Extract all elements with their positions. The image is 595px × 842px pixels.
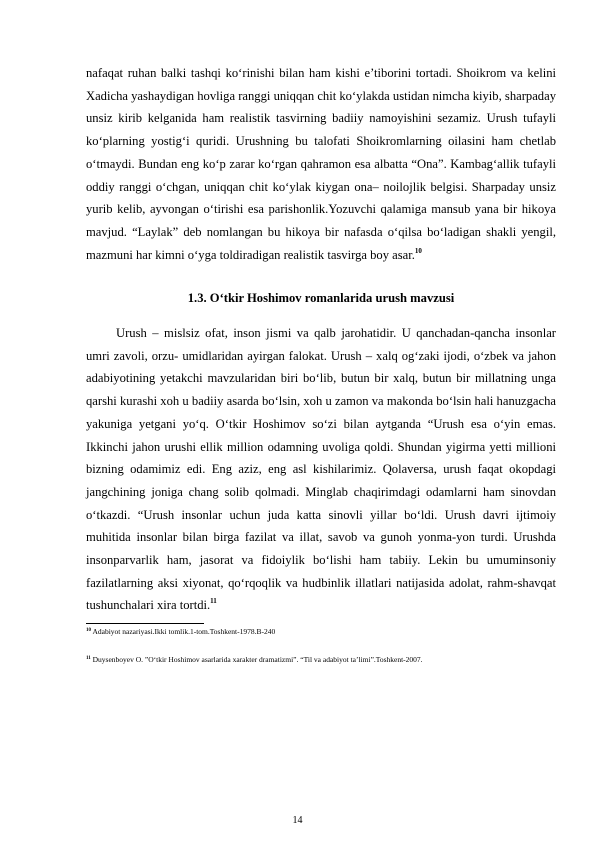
body-paragraph-2 xyxy=(86,322,556,617)
section-spacer xyxy=(86,266,556,287)
footnote-text: Duysenboyev O. ”O‘tkir Hoshimov asarlarida xarakter dramatizmi”. “Til va adabiyot ta’limi”.Toshkent-2007. xyxy=(92,655,423,665)
page-number: 14 xyxy=(292,815,303,826)
heading-spacer xyxy=(86,310,556,322)
footnote-ref-10[interactable]: 10 xyxy=(414,246,422,255)
footnote-text: Adabiyot nazariyasi.Ikki tomlik.1-tom.Toshkent-1978.B-240 xyxy=(92,627,276,637)
section-heading: 1.3. O‘tkir Hoshimov romanlarida urush mavzusi xyxy=(187,291,455,306)
footnote-number: 10 xyxy=(86,628,91,634)
footnote-divider xyxy=(86,623,204,624)
footnote-ref-11[interactable]: 11 xyxy=(210,597,217,606)
document-page xyxy=(86,62,556,665)
footnote-11 xyxy=(86,655,556,665)
footnote-spacer xyxy=(86,637,556,655)
paragraph-2-text: Urush – mislsiz ofat, inson jismi va qalb jarohatidir. U qanchadan-qancha insonlar umri zavoli, orzu- umidlaridan ayirgan falokat. Urush – xalq og‘zaki ijodi, o‘zbek va jahon adabiyotining yetakchi mavzularidan biri bo‘lib, butun bir xalq, butun bir millatning unga qarshi kurashi xoh u badiiy asarda bo‘lsin, xoh u zamon va makonda bo‘lsin hali hanuzgacha yakuniga yetgani yo‘q. O‘tkir Hoshimov so‘zi bilan aytganda “Urush esa o‘yin emas. Ikkinchi jahon urushi ellik million odamning uvoliga qoldi. Shundan yigirma yetti millioni bizning odamimiz edi. Eng aziz, eng asl kishilarimiz. Qolaversa, urush faqat okopdagi jangchining joniga chang solib qolmadi. Minglab chaqirimdagi odamlarni ham sinovdan o‘tkazdi. “Urush insonlar uchun juda katta sinovli yillar bo‘ldi. Urush davri ijtimoiy muhitida insonlar bilan birga fazilat va illat, savob va gunoh yonma-yon turdi. Urushda insonparvarlik ham, jasorat va fidoiylik bo‘lishi ham tabiiy. Lekin bu umuminsoniy fazilatlarning aksi xiyonat, qo‘rqoqlik va hudbinlik illatlari natijasida adolat, rahm-shavqat tushunchalari xira tortdi. xyxy=(86,326,556,613)
footnote-10 xyxy=(86,627,556,637)
body-paragraph-1 xyxy=(86,62,556,266)
footnote-number: 11 xyxy=(86,656,91,662)
paragraph-1-text: nafaqat ruhan balki tashqi ko‘rinishi bilan ham kishi e’tiborini tortadi. Shoikrom va kelini Xadicha yashaydigan hovliga ranggi uniqqan chit ko‘ylakda ustidan nimcha kiyib, sharpaday unsiz kirib kelganida ham realistik tasvirning badiiy namoyishini sezamiz. Urush tufayli ko‘plarning yostig‘i quridi. Urushning bu talofati Shoikromlarning oilasini ham chetlab o‘tmaydi. Bundan eng ko‘p zarar ko‘rgan qahramon esa albatta “Ona”. Kambag‘allik tufayli oddiy ranggi o‘chgan, uniqqan chit ko‘ylak kiygan ona– noilojlik belgisi. Sharpaday unsiz yurib kelib, ayvongan o‘tirishi esa parishonlik.Yozuvchi qalamiga mansub yana bir hikoya mavjud. “Laylak” deb nomlangan bu hikoya bir nafasda o‘qilsa bo‘ladigan shakli yengil, mazmuni har kimni o‘yga toldiradigan realistik tasvirga boy asar. xyxy=(86,66,556,262)
